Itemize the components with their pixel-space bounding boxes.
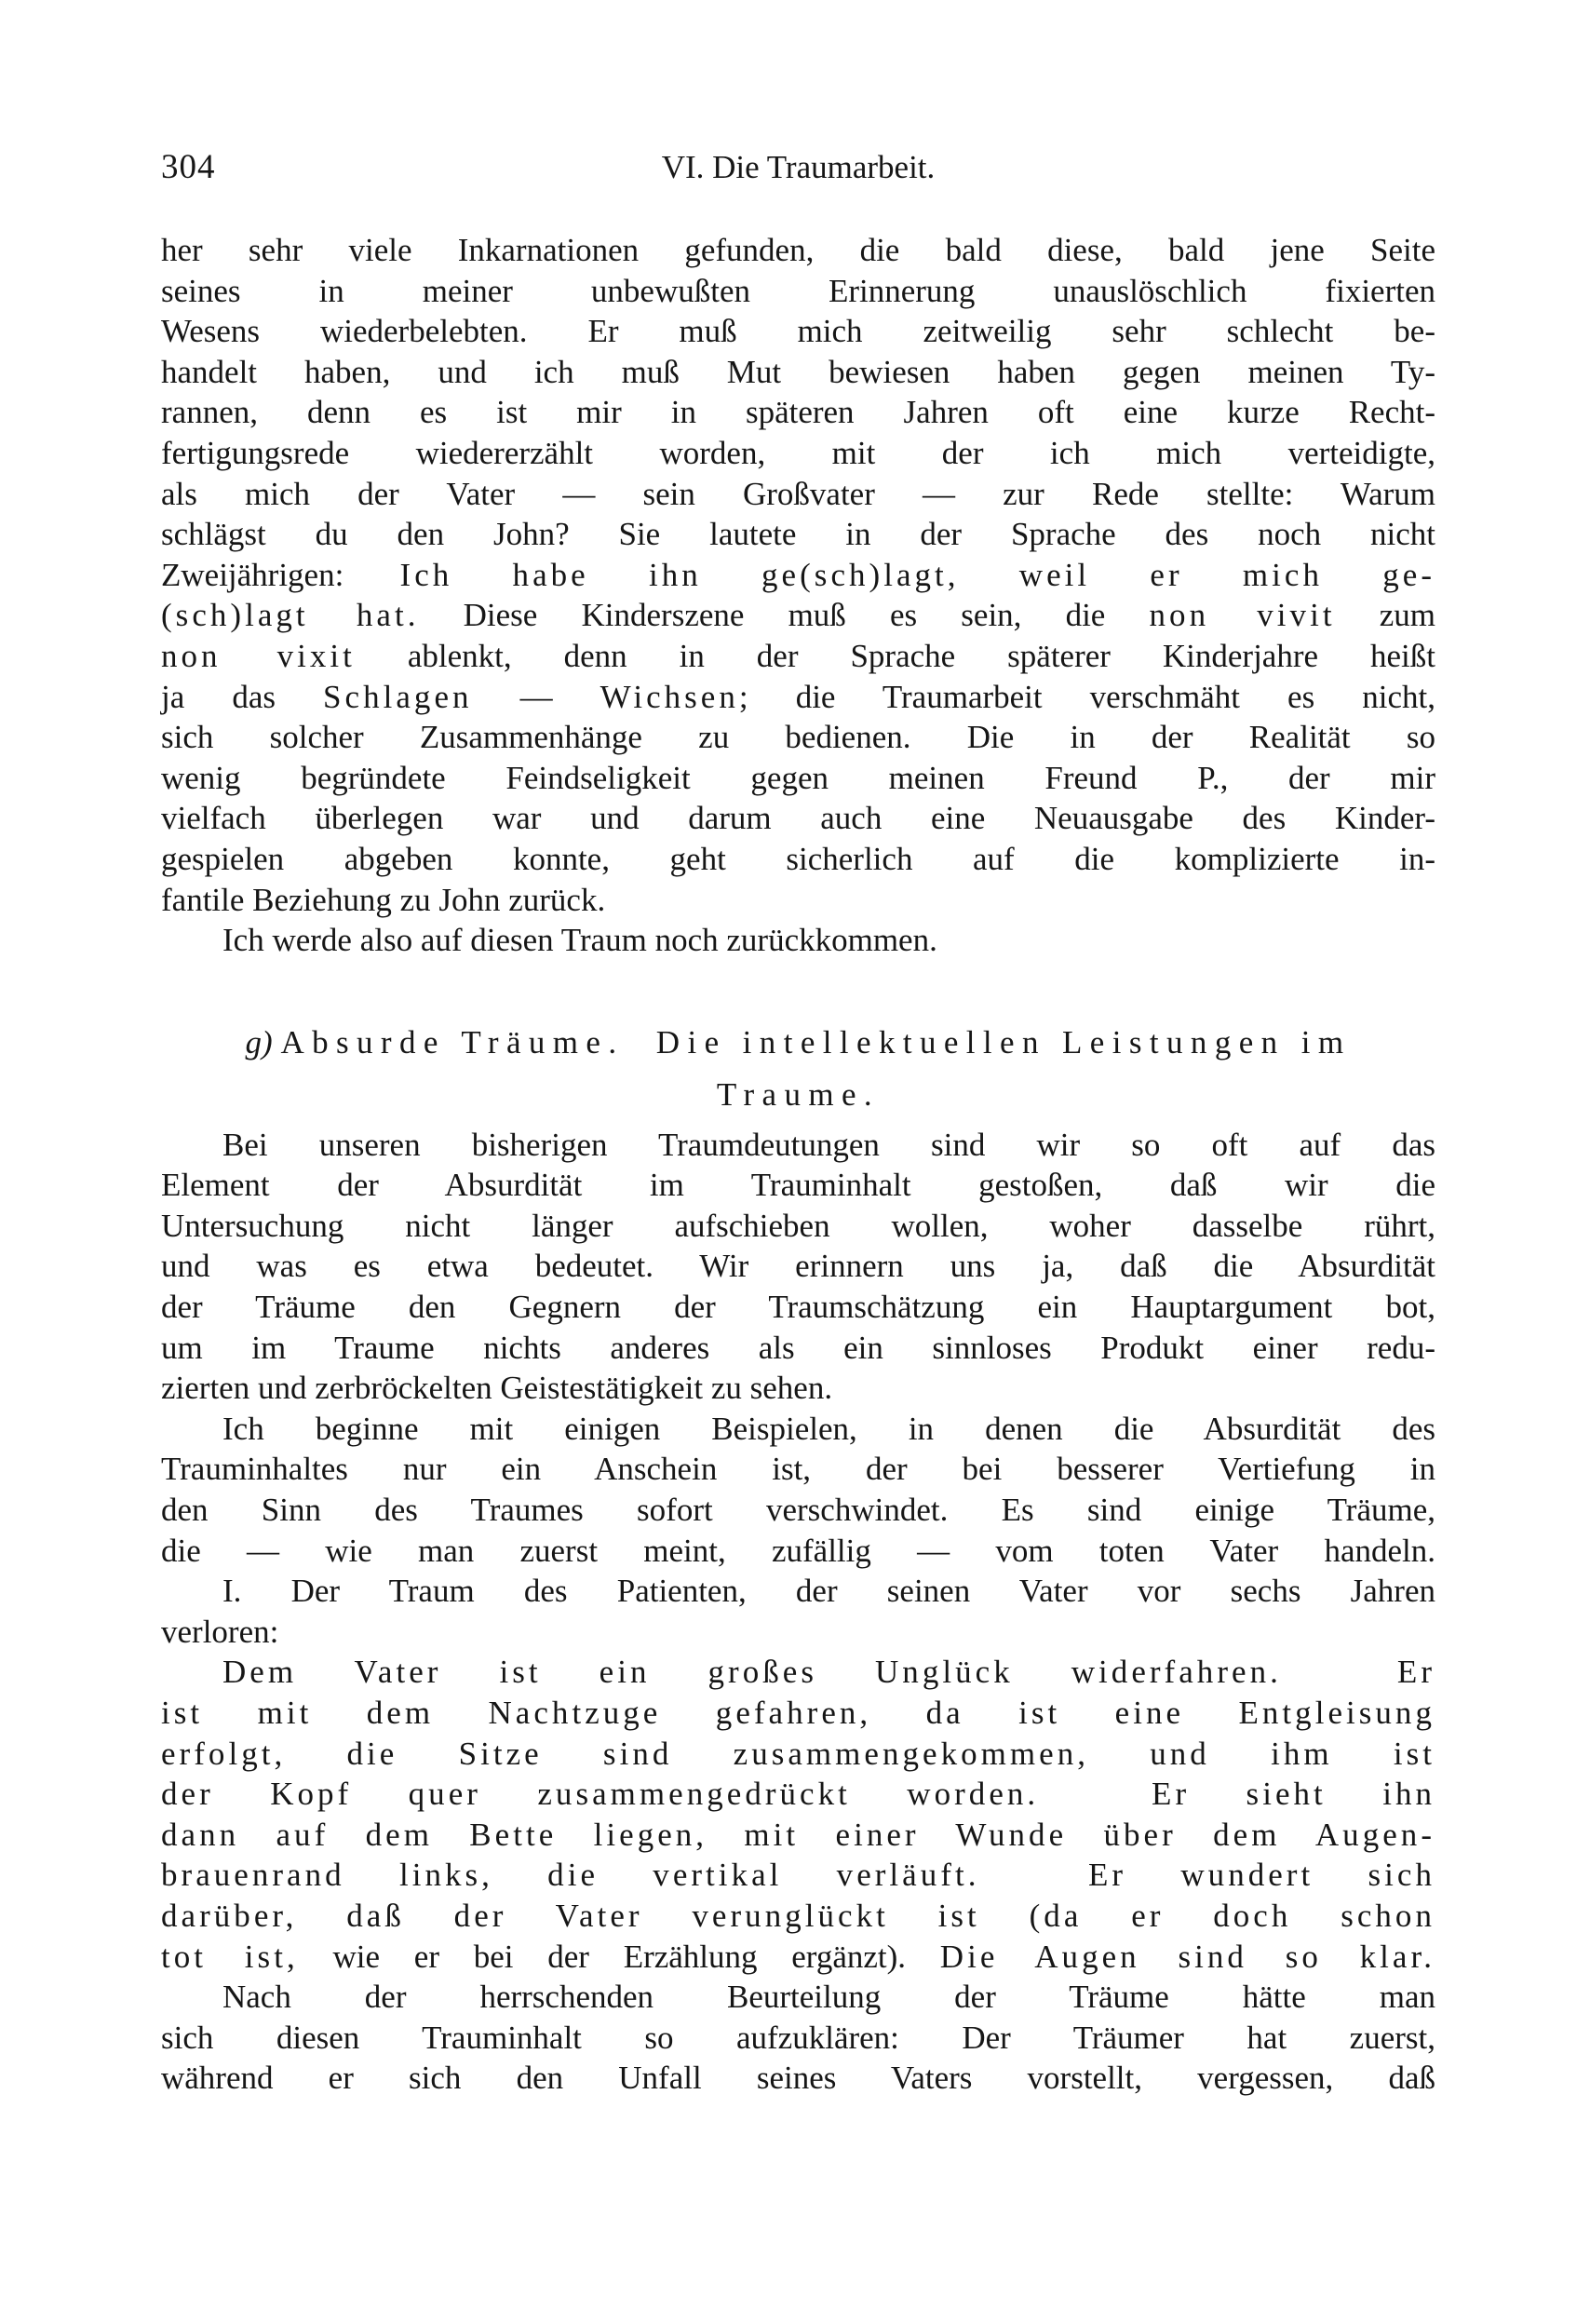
text-segment: dann auf dem Bette liegen, mit einer Wunde über dem Augen- (161, 1816, 1435, 1853)
text-segment: ja das (161, 678, 324, 715)
text-segment: handelt haben, und ich muß Mut bewiesen haben gegen meinen Ty- (161, 353, 1435, 390)
text-line (161, 392, 1435, 433)
text-line (161, 717, 1435, 758)
text-line (161, 474, 1435, 515)
text-line (161, 595, 1435, 636)
text-segment: non vivit (1149, 597, 1336, 634)
text-line (161, 1013, 1435, 1072)
text-line (161, 1571, 1435, 1612)
text-line (161, 1490, 1435, 1531)
text-segment: als mich der Vater — sein Großvater — zur Rede stellte: Warum (161, 475, 1435, 512)
text-segment: Bei unseren bisherigen Traumdeutungen sind wir so oft auf das (222, 1126, 1435, 1163)
text-line (161, 514, 1435, 555)
text-segment: sich diesen Trauminhalt so aufzuklären: Der Träumer hat zuerst, (161, 2019, 1435, 2056)
text-segment: Ich beginne mit einigen Beispielen, in denen die Absurdität des (222, 1410, 1435, 1447)
text-segment: fertigungsrede wiedererzählt worden, mit der ich mich verteidigte, (161, 434, 1435, 471)
paragraph (161, 230, 1435, 920)
text-line (161, 920, 1435, 961)
text-line (161, 311, 1435, 352)
text-line (161, 1612, 1435, 1653)
text-line (161, 1977, 1435, 2018)
text-line (161, 352, 1435, 393)
text-segment: darüber, daß der Vater verunglückt ist (da er doch schon (161, 1897, 1435, 1934)
text-segment: Absurde Träume. Die intellektuellen Leistungen im (280, 1023, 1352, 1061)
text-segment: I. Der Traum des Patienten, der seinen Vater vor sechs Jahren (222, 1573, 1435, 1610)
text-segment: der Träume den Gegnern der Traumschätzung ein Hauptargument bot, (161, 1289, 1435, 1326)
text-segment: wie er bei der Erzählung ergänzt). (298, 1938, 940, 1975)
text-segment: während er sich den Unfall seines Vaters vorstellt, vergessen, daß (161, 2060, 1435, 2097)
heading-letter-label: g) (245, 1023, 273, 1061)
paragraph (161, 1125, 1435, 1409)
text-segment: um im Traume nichts anderes als ein sinnloses Produkt einer redu- (161, 1329, 1435, 1366)
text-body (161, 230, 1435, 2099)
text-segment: wenig begründete Feindseligkeit gegen meinen Freund P., der mir (161, 759, 1435, 796)
text-segment: zierten und zerbröckelten Geistestätigkeit zu sehen. (161, 1370, 833, 1407)
text-line (161, 758, 1435, 799)
text-line (161, 2058, 1435, 2099)
paragraph (161, 920, 1435, 961)
text-segment: schlägst du den John? Sie lautete in der Sprache des noch nicht (161, 516, 1435, 553)
text-segment: Nach der herrschenden Beurteilung der Träume hätte man (222, 1979, 1435, 2016)
text-line (161, 555, 1435, 596)
text-segment: tot ist, (161, 1938, 299, 1975)
text-segment: — (472, 678, 600, 715)
text-line (161, 839, 1435, 880)
text-segment: Dem Vater ist ein großes Unglück widerfahren. Er (222, 1654, 1435, 1691)
text-segment: Untersuchung nicht länger aufschieben wollen, woher dasselbe rührt, (161, 1207, 1435, 1244)
text-line (161, 1815, 1435, 1856)
text-segment: verloren: (161, 1613, 279, 1650)
text-line (161, 1072, 1435, 1118)
text-segment: Ich werde also auf diesen Traum noch zurückkommen. (222, 922, 937, 959)
text-segment: Die Augen sind so klar. (939, 1938, 1436, 1975)
text-line (161, 1165, 1435, 1206)
running-head (161, 147, 1435, 188)
text-line (161, 798, 1435, 839)
paragraph (161, 1409, 1435, 1571)
text-line (161, 1774, 1435, 1815)
text-segment: und was es etwa bedeutet. Wir erinnern uns ja, daß die Absurdität (161, 1248, 1435, 1285)
text-segment: (sch)lagt hat. (161, 597, 420, 634)
text-line (161, 1449, 1435, 1490)
text-segment: fantile Beziehung zu John zurück. (161, 881, 606, 918)
text-segment: vielfach überlegen war und darum auch eine Neuausgabe des Kinder- (161, 800, 1435, 837)
text-line (161, 1652, 1435, 1693)
text-segment: Trauminhaltes nur ein Anschein ist, der bei besserer Vertiefung in (161, 1451, 1435, 1488)
text-segment: Wesens wiederbelebten. Er muß mich zeitweilig sehr schlecht be- (161, 313, 1435, 350)
page-number: 304 (161, 148, 216, 186)
text-line (161, 1531, 1435, 1572)
paragraph (161, 1571, 1435, 1652)
text-segment: den Sinn des Traumes sofort verschwindet. Es sind einige Träume, (161, 1492, 1435, 1529)
text-segment: gespielen abgeben konnte, geht sicherlich auf die komplizierte in- (161, 840, 1435, 877)
text-line (161, 230, 1435, 271)
text-line (161, 1328, 1435, 1369)
text-segment: erfolgt, die Sitze sind zusammengekommen, und ihm ist (161, 1735, 1435, 1772)
text-segment: Wichsen (600, 678, 739, 715)
text-line (161, 636, 1435, 677)
text-line (161, 2018, 1435, 2059)
text-line (161, 880, 1435, 921)
text-line (161, 1287, 1435, 1328)
text-line (161, 1937, 1435, 1978)
text-segment: der Kopf quer zusammengedrückt worden. Er sieht ihn (161, 1776, 1435, 1813)
text-segment: non vixit (161, 637, 356, 674)
text-segment: Element der Absurdität im Trauminhalt gestoßen, daß wir die (161, 1167, 1435, 1204)
text-segment: die — wie man zuerst meint, zufällig — vom toten Vater handeln. (161, 1532, 1435, 1569)
text-line (161, 1125, 1435, 1166)
text-line (161, 1693, 1435, 1734)
text-line (161, 1368, 1435, 1409)
text-line (161, 1896, 1435, 1937)
section-heading (161, 1013, 1435, 1118)
text-segment: ist mit dem Nachtzuge gefahren, da ist eine Entgleisung (161, 1695, 1435, 1731)
text-segment: Schlagen (323, 678, 473, 715)
text-segment: Diese Kinderszene muß es sein, die (419, 597, 1150, 634)
text-segment: seines in meiner unbewußten Erinnerung unauslöschlich fixierten (161, 272, 1435, 309)
text-line (161, 271, 1435, 312)
text-line (161, 1734, 1435, 1775)
text-segment: ablenkt, denn in der Sprache späterer Kinderjahre heißt (355, 637, 1435, 674)
text-line (161, 1409, 1435, 1450)
text-segment: Ich habe ihn ge(sch)lagt, weil er mich ge- (399, 556, 1436, 593)
text-line (161, 1206, 1435, 1247)
text-segment: ; die Traumarbeit verschmäht es nicht, (738, 678, 1436, 715)
text-segment: rannen, denn es ist mir in späteren Jahren oft eine kurze Recht- (161, 394, 1435, 431)
text-line (161, 433, 1435, 474)
text-line (161, 1855, 1435, 1896)
text-line (161, 677, 1435, 718)
text-segment: sich solcher Zusammenhänge zu bedienen. Die in der Realität so (161, 719, 1435, 756)
text-segment: her sehr viele Inkarnationen gefunden, die bald diese, bald jene Seite (161, 232, 1435, 268)
text-segment: brauenrand links, die vertikal verläuft. Er wundert sich (161, 1857, 1435, 1894)
running-title: VI. Die Traumarbeit. (661, 149, 936, 185)
text-segment: Zweijährigen: (161, 556, 400, 593)
paragraph (161, 1652, 1435, 1977)
text-segment: zum (1335, 597, 1436, 634)
text-segment: Traume. (716, 1075, 881, 1113)
paragraph (161, 1977, 1435, 2099)
text-line (161, 1246, 1435, 1287)
